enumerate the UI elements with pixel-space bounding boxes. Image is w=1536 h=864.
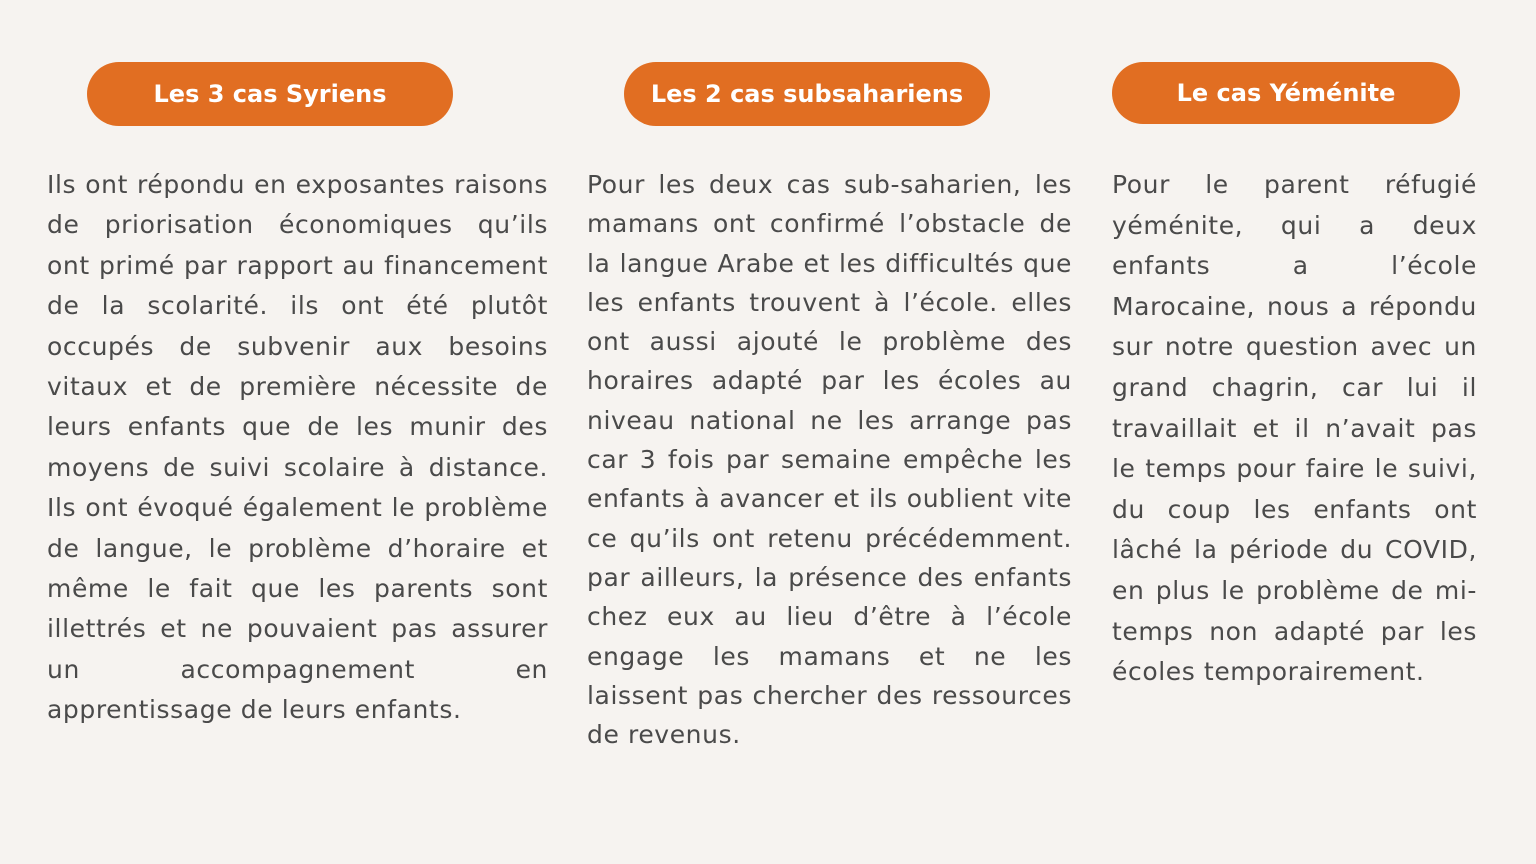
heading-yemeni-case <box>1112 62 1460 124</box>
subsaharan-cases-text: Pour les deux cas sub-saharien, les mamans ont confirmé l’obstacle de la langue Arabe et les difficultés que les enfants trouvent à l’école. elles ont aussi ajouté le problème des horaires adapté par les écoles au niveau national ne les arrange pas car 3 fois par semaine empêche les enfants à avancer et ils oublient vite ce qu’ils ont retenu précédemment. par ailleurs, la présence des enfants chez eux au lieu d’être à l’école engage les mamans et ne les laissent pas chercher des ressources de revenus. <box>587 170 1072 750</box>
heading-subsaharan-cases <box>624 62 990 126</box>
yemeni-case-text: Pour le parent réfugié yéménite, qui a deux enfants a l’école Marocaine, nous a répondu sur notre question avec un grand chagrin, car lui il travaillait et il n’avait pas le temps pour faire le suivi, du coup les enfants ont lâché la période du COVID, en plus le problème de mi-temps non adapté par les écoles temporairement. <box>1112 170 1477 687</box>
syrian-cases-text: Ils ont répondu en exposantes raisons de priorisation économiques qu’ils ont primé par rapport au financement de la scolarité. ils ont été plutôt occupés de subvenir aux besoins vitaux et de première nécessite de leurs enfants que de les munir des moyens de suivi scolaire à distance. Ils ont évoqué également le problème de langue, le problème d’horaire et même le fait que les parents sont illettrés et ne pouvaient pas assurer un accompagnement en apprentissage de leurs enfants. <box>47 170 548 725</box>
heading-yemeni-case-label: Le cas Yéménite <box>1176 79 1396 107</box>
heading-syrian-cases <box>87 62 453 126</box>
heading-syrian-cases-label: Les 3 cas Syriens <box>153 80 387 108</box>
heading-subsaharan-cases-label: Les 2 cas subsahariens <box>650 80 964 108</box>
